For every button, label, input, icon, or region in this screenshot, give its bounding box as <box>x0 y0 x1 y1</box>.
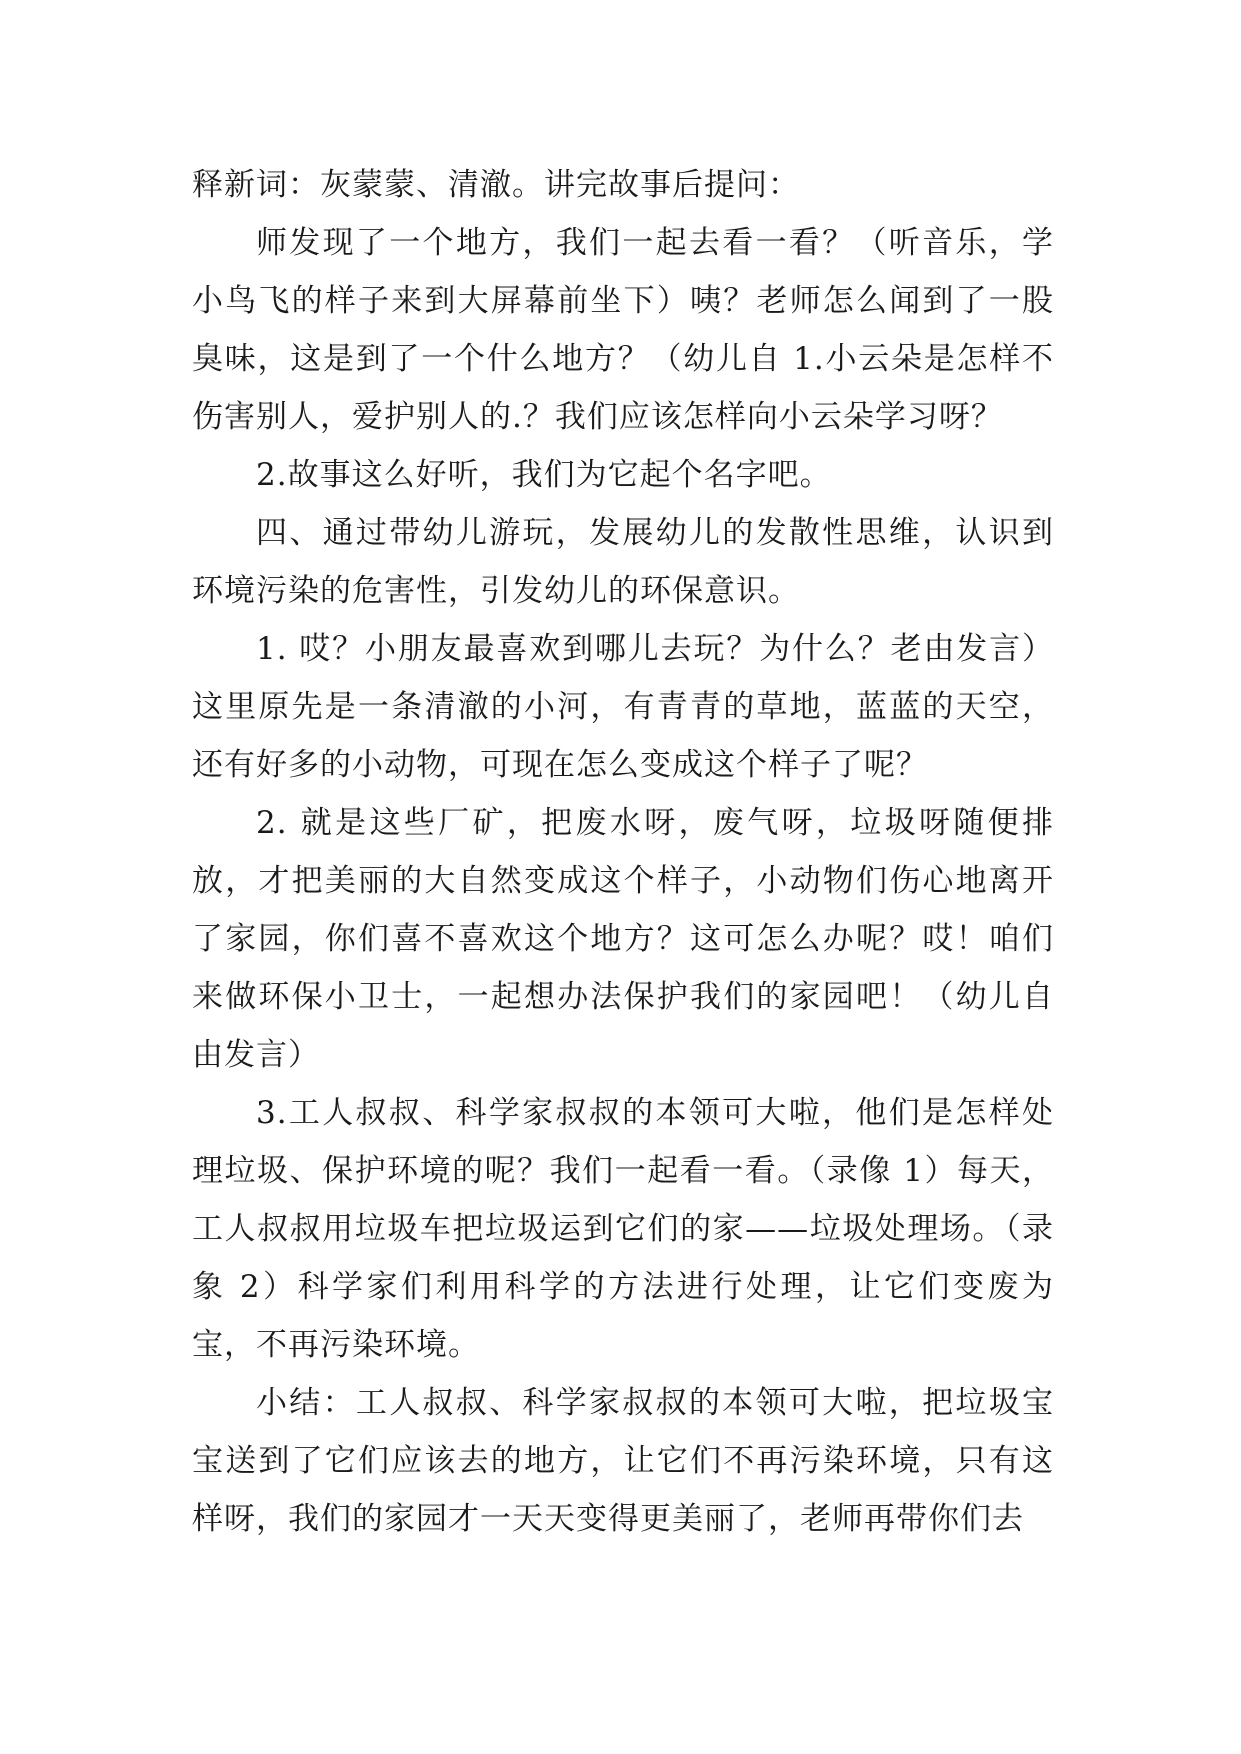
document-body <box>192 156 1054 1548</box>
paragraph-8: 小结：工人叔叔、科学家叔叔的本领可大啦，把垃圾宝宝送到了它们应该去的地方，让它们不再污染环境，只有这样呀，我们的家园才一天天变得更美丽了，老师再带你们去 <box>192 1385 1054 1537</box>
paragraph-7: 3.工人叔叔、科学家叔叔的本领可大啦，他们是怎样处理垃圾、保护环境的呢？我们一起看一看。（录像 1）每天，工人叔叔用垃圾车把垃圾运到它们的家——垃圾处理场。（录象 2）科学家们利用科学的方法进行处理，让它们变废为宝，不再污染环境。 <box>192 1095 1054 1363</box>
paragraph-1: 释新词：灰蒙蒙、清澈。讲完故事后提问： <box>192 167 800 203</box>
paragraph-4: 四、通过带幼儿游玩，发展幼儿的发散性思维，认识到环境污染的危害性，引发幼儿的环保意识。 <box>192 515 1054 609</box>
paragraph-2: 师发现了一个地方，我们一起去看一看？（听音乐，学小鸟飞的样子来到大屏幕前坐下）咦？老师怎么闻到了一股臭味，这是到了一个什么地方？（幼儿自 1.小云朵是怎样不伤害别人，爱护别人的.？我们应该怎样向小云朵学习呀？ <box>192 225 1054 435</box>
paragraph-6: 2. 就是这些厂矿，把废水呀，废气呀，垃圾呀随便排放，才把美丽的大自然变成这个样子，小动物们伤心地离开了家园，你们喜不喜欢这个地方？这可怎么办呢？哎！咱们来做环保小卫士，一起想办法保护我们的家园吧！（幼儿自由发言） <box>192 805 1054 1073</box>
paragraph-5: 1. 哎？小朋友最喜欢到哪儿去玩？为什么？老由发言）这里原先是一条清澈的小河，有青青的草地，蓝蓝的天空，还有好多的小动物，可现在怎么变成这个样子了呢？ <box>192 631 1054 783</box>
paragraph-3: 2.故事这么好听，我们为它起个名字吧。 <box>256 457 832 493</box>
